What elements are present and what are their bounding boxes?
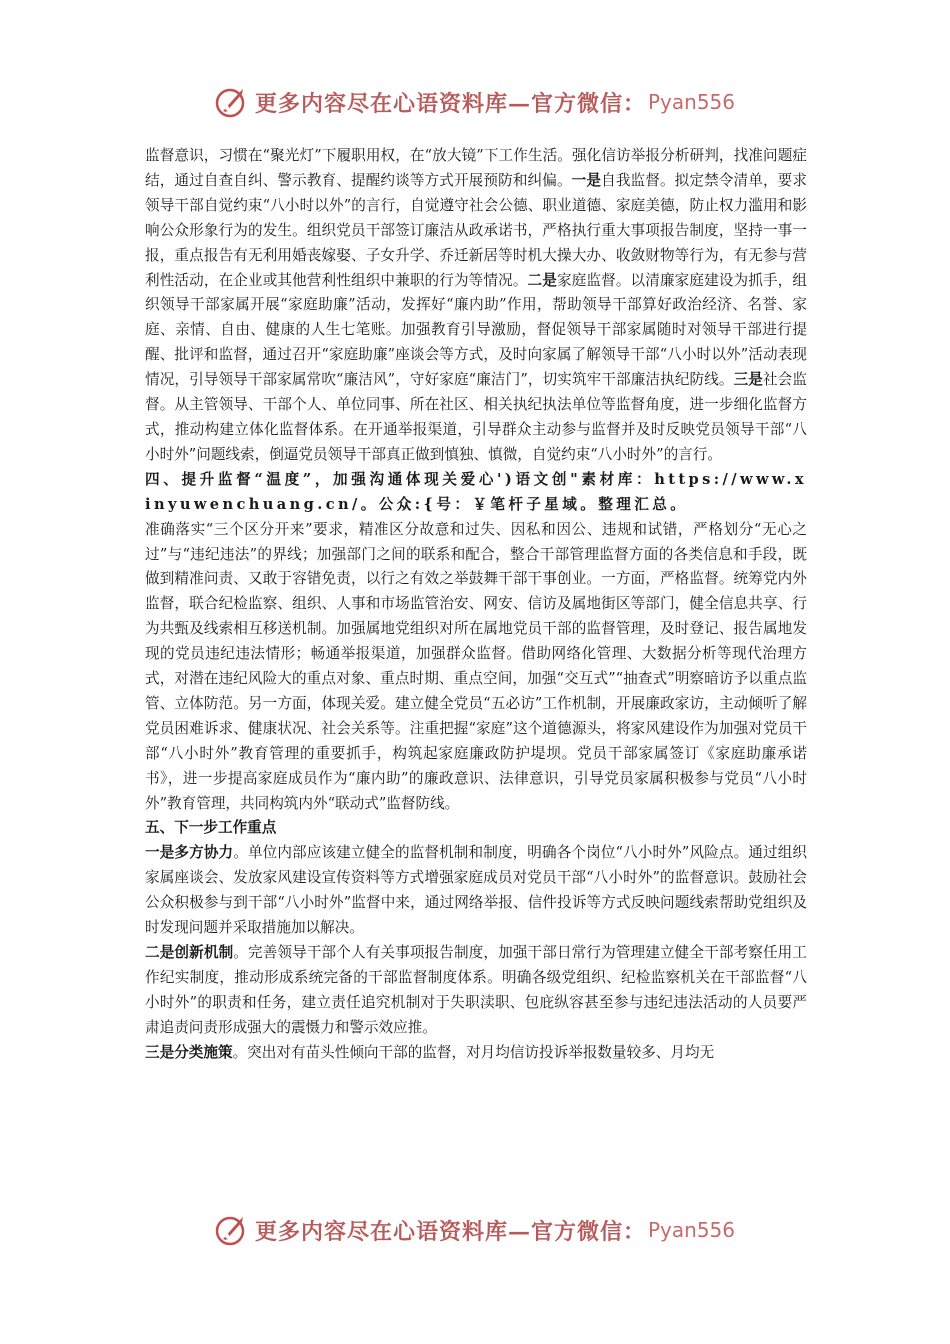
pen-logo-icon [215, 1213, 249, 1247]
document-body [145, 144, 807, 1066]
banner-text: 更多内容尽在心语资料库—官方微信： [254, 90, 646, 117]
section-4-heading: 四、提升监督“温度”，加强沟通体现关爱心')语文创"素材库：https://www.xinyuwenchuang.cn/。公众:{号：￥笔杆子星域。整理汇总。 [145, 470, 807, 513]
section-4-body: 准确落实“三个区分开来”要求，精准区分故意和过失、因私和因公、违规和试错，严格划分“无心之过”与“违纪违法”的界线；加强部门之间的联系和配合，整合干部管理监督方面的各类信息和手段，既做到精准问责、又敢于容错免责，以行之有效之举鼓舞干部干事创业。一方面，严格监督。统筹党内外监督，联合纪检监察、组织、人事和市场监管治安、网安、信访及属地街区等部门，健全信息共享、行为共甄及线索相互移送机制。加强属地党组织对所在属地党员干部的监督管理，及时登记、报告属地发现的党员违纪违法情形；畅通举报渠道，加强群众监督。借助网络化管理、大数据分析等现代治理方式，对潜在违纪风险大的重点对象、重点时期、重点空间，加强“交互式”“抽查式”明察暗访予以重点监管、立体防范。另一方面，体现关爱。建立健全党员“五必访”工作机制，开展廉政家访，主动倾听了解党员困难诉求、健康状况、社会关系等。注重把握“家庭”这个道德源头，将家风建设作为加强对党员干部“八小时外”教育管理的重要抓手，构筑起家庭廉政防护堤坝。党员干部家属签订《家庭助廉承诺书》，进一步提高家庭成员作为“廉内助”的廉政意识、法律意识，引导党员家属积极参与党员“八小时外”教育管理，共同构筑内外“联动式”监督防线。 [145, 520, 807, 812]
footer-banner [0, 1210, 950, 1250]
banner-account: Pyan556 [648, 90, 736, 114]
banner-account: Pyan556 [648, 1218, 736, 1242]
pen-logo-icon [215, 85, 249, 119]
section-5-item: 一是多方协力。单位内部应该建立健全的监督机制和制度，明确各个岗位“八小时外”风险点。通过组织家属座谈会、发放家风建设宣传资料等方式增强家庭成员对党员干部“八小时外”的监督意识。鼓励社会公众积极参与到干部“八小时外”监督中来，通过网络举报、信件投诉等方式反映问题线索帮助党组织及时发现问题并采取措施加以解决。 [145, 844, 807, 937]
section-5-item: 二是创新机制。完善领导干部个人有关事项报告制度，加强干部日常行为管理建立健全干部考察任用工作纪实制度，推动形成系统完备的干部监督制度体系。明确各级党组织、纪检监察机关在干部监督“八小时外”的职责和任务，建立责任追究机制对于失职渎职、包庇纵容甚至参与违纪违法活动的人员要严肃追责问责形成强大的震慑力和警示效应推。 [145, 944, 807, 1036]
paragraph-supervision: 监督意识，习惯在“聚光灯”下履职用权，在“放大镜”下工作生活。强化信访举报分析研判，找准问题症结，通过自查自纠、警示教育、提醒约谈等方式开展预防和纠偏。一是自我监督。拟定禁令清单，要求领导干部自觉约束“八小时以外”的言行，自觉遵守社会公德、职业道德、家庭美德，防止权力滥用和影响公众形象行为的发生。组织党员干部签订廉洁从政承诺书，严格执行重大事项报告制度，坚持一事一报，重点报告有无利用婚丧嫁娶、子女升学、乔迁新居等时机大操大办、收敛财物等行为，有无参与营利性活动，在企业或其他营利性组织中兼职的行为等情况。二是家庭监督。以清廉家庭建设为抓手，组织领导干部家属开展“家庭助廉”活动，发挥好“廉内助”作用，帮助领导干部算好政治经济、名誉、家庭、亲情、自由、健康的人生七笔账。加强教育引导激励，督促领导干部家属随时对领导干部进行提醒、批评和监督，通过召开“家庭助廉”座谈会等方式，及时向家属了解领导干部“八小时以外”活动表现情况，引导领导干部家属常吹“廉洁风”，守好家庭“廉洁门”，切实筑牢干部廉洁执纪防线。三是社会监督。从主管领导、干部个人、单位同事、所在社区、相关执纪执法单位等监督角度，进一步细化监督方式，推动构建立体化监督体系。在开通举报渠道，引导群众主动参与监督并及时反映党员领导干部“八小时外”问题线索，倒逼党员领导干部真正做到慎独、慎微，自觉约束“八小时外”的言行。 [145, 147, 807, 463]
header-banner [0, 82, 950, 122]
banner-text: 更多内容尽在心语资料库—官方微信： [254, 1218, 646, 1245]
section-5-item: 三是分类施策。突出对有苗头性倾向干部的监督，对月均信访投诉举报数量较多、月均无 [145, 1043, 715, 1061]
section-5-heading: 五、下一步工作重点 [145, 819, 277, 837]
